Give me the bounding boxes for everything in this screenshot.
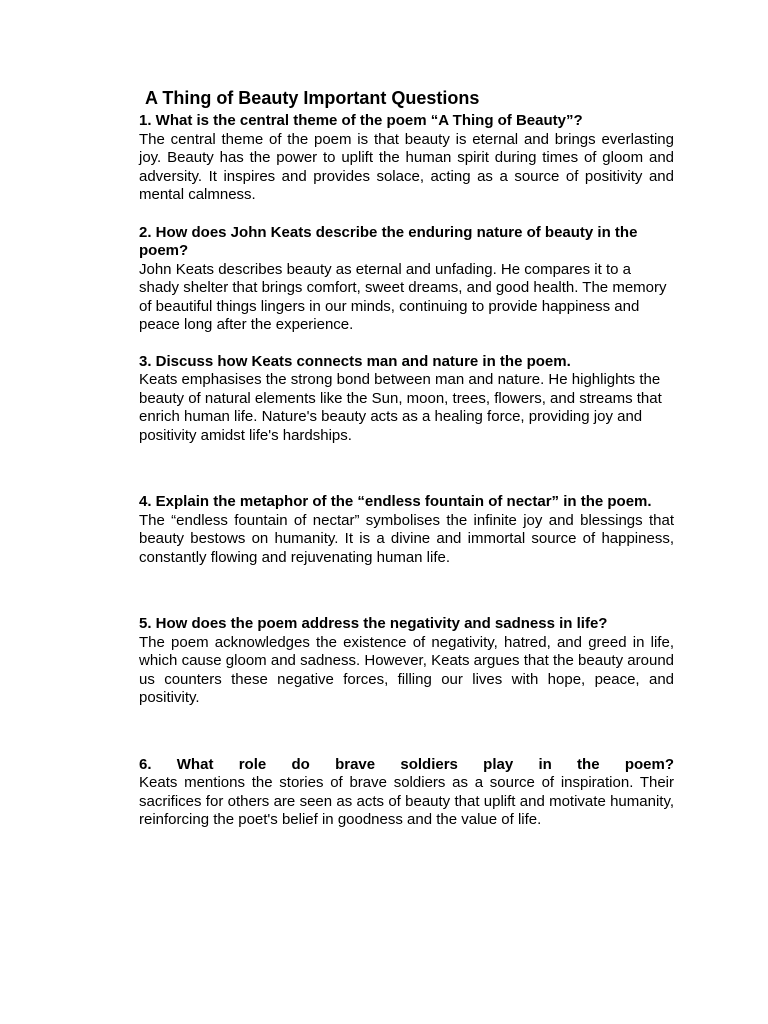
question-2: 2. How does John Keats describe the enduring nature of beauty in the poem? xyxy=(139,223,638,259)
answer-4: The “endless fountain of nectar” symbolises the infinite joy and blessings that beauty bestows on humanity. It is a divine and immortal source of happiness, constantly flowing and rejuvenating human life. xyxy=(139,511,674,566)
document-page xyxy=(139,86,674,830)
question-3: 3. Discuss how Keats connects man and nature in the poem. xyxy=(139,352,571,370)
qa-block-4 xyxy=(139,493,674,567)
question-4: 4. Explain the metaphor of the “endless fountain of nectar” in the poem. xyxy=(139,493,652,510)
qa-block-5 xyxy=(139,615,674,708)
answer-6: Keats mentions the stories of brave soldiers as a source of inspiration. Their sacrifices for others are seen as acts of beauty that uplift and motivate humanity, reinforcing the poet's belief in goodness and the value of life. xyxy=(139,774,674,828)
question-6: 6. What role do brave soldiers play in the poem? xyxy=(139,755,674,773)
qa-block-6 xyxy=(139,756,674,830)
qa-block-3 xyxy=(139,353,674,446)
answer-2: John Keats describes beauty as eternal and unfading. He compares it to a shady shelter that brings comfort, sweet dreams, and good health. The memory of beautiful things lingers in our minds, continuing to provide happiness and peace long after the experience. xyxy=(139,260,667,333)
question-1: 1. What is the central theme of the poem “A Thing of Beauty”? xyxy=(139,112,583,129)
answer-5: The poem acknowledges the existence of negativity, hatred, and greed in life, which cause gloom and sadness. However, Keats argues that the beauty around us counters these negative forces, filling our lives with hope, peace, and positivity. xyxy=(139,633,674,706)
page-title: A Thing of Beauty Important Questions xyxy=(145,88,480,108)
answer-3: Keats emphasises the strong bond between man and nature. He highlights the beauty of natural elements like the Sun, moon, trees, flowers, and streams that enrich human life. Nature's beauty acts as a healing force, providing joy and positivity amidst life's hardships. xyxy=(139,371,662,444)
qa-block-2 xyxy=(139,224,674,335)
question-5: 5. How does the poem address the negativity and sadness in life? xyxy=(139,615,608,632)
qa-block-1 xyxy=(139,112,674,205)
answer-1: The central theme of the poem is that beauty is eternal and brings everlasting joy. Beauty has the power to uplift the human spirit during times of gloom and adversity. It inspires and provides solace, acting as a source of positivity and mental calmness. xyxy=(139,130,674,203)
